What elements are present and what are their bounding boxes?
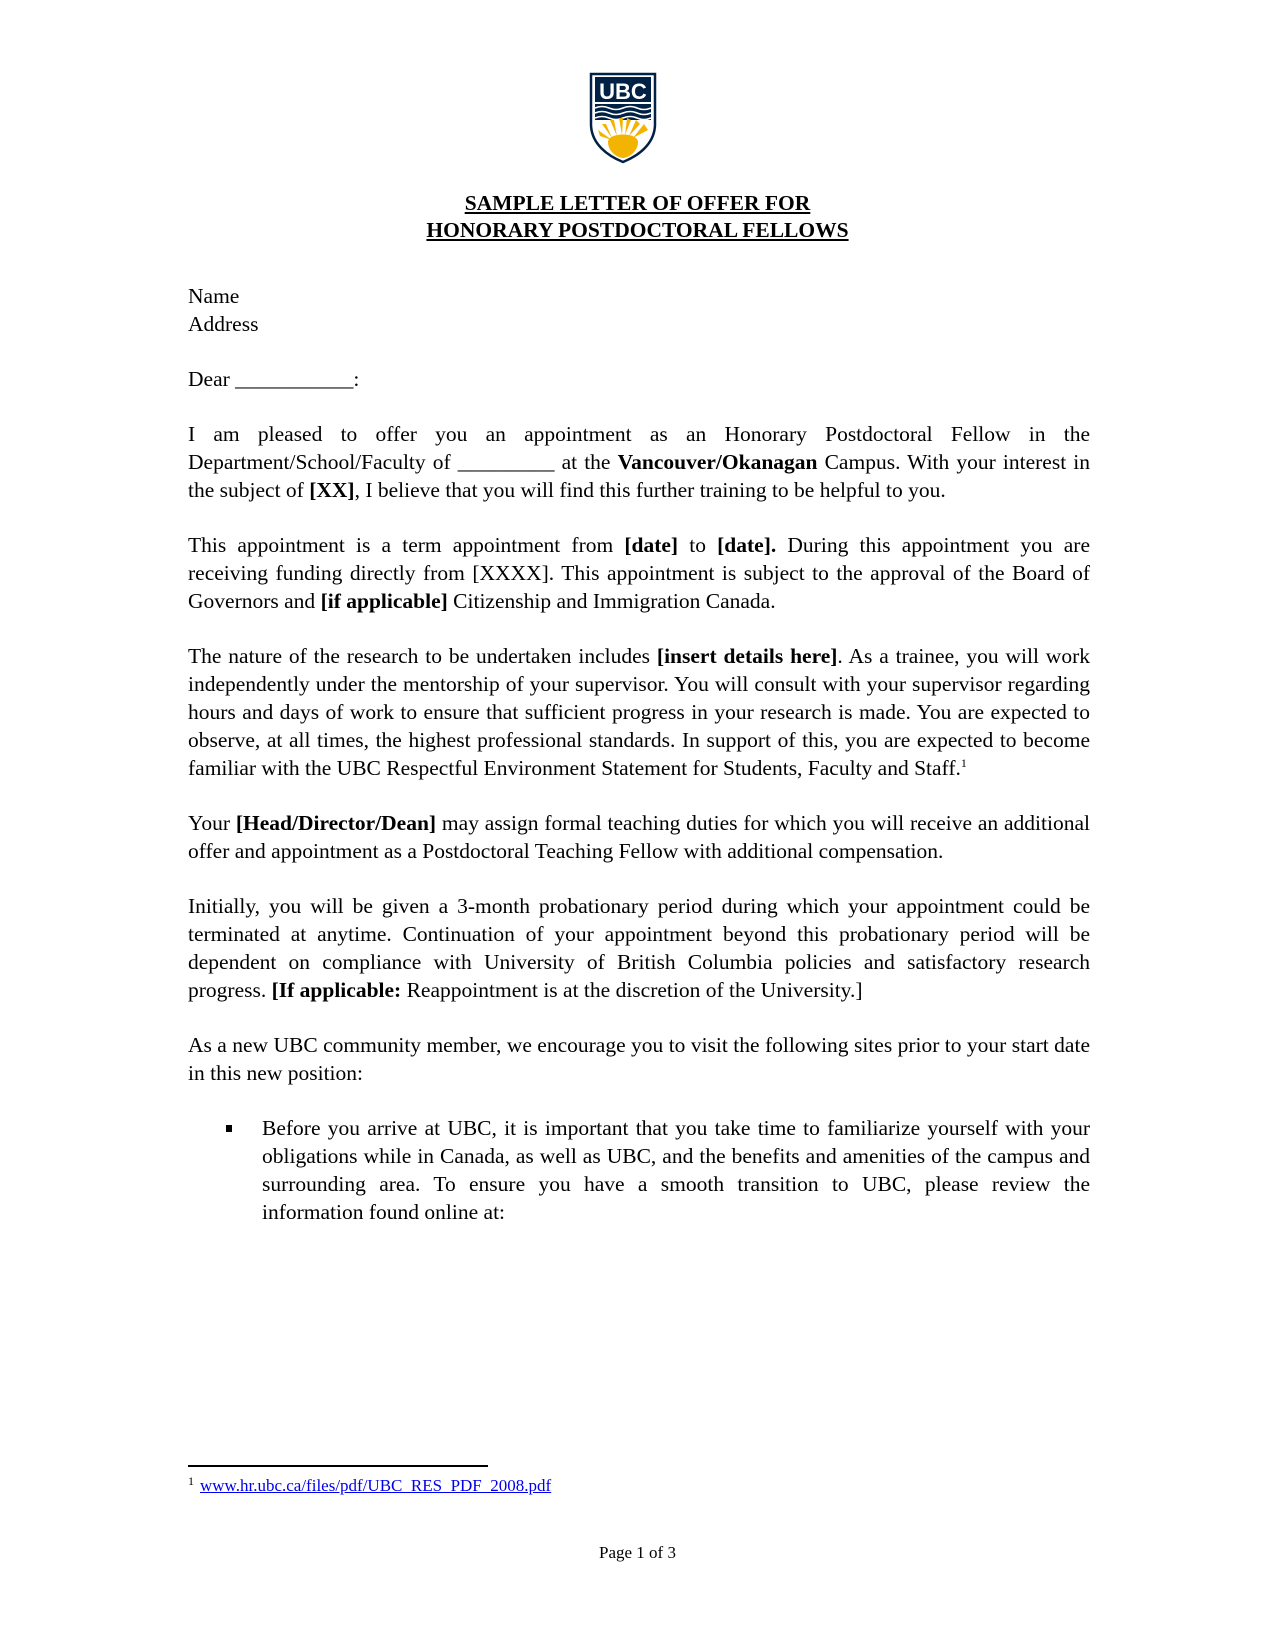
details-placeholder: [insert details here] bbox=[656, 644, 838, 668]
list-item bbox=[188, 1114, 1090, 1226]
text: . As a trainee, you will work independently under the mentorship of your supervisor. You will consult with your supervisor regarding hours and days of work to ensure that sufficient progress in your research is made. You are expected to observe, at all times, the highest professional standards. In support of this, you are expected to become familiar with the UBC Respectful Environment Statement for Students, Faculty and Staff. bbox=[188, 644, 1090, 780]
text: The nature of the research to be undertaken includes bbox=[188, 644, 657, 668]
footnote-ref[interactable]: 1 bbox=[960, 756, 967, 770]
footnote bbox=[188, 1474, 551, 1496]
text: Your bbox=[188, 811, 236, 835]
text: During this appointment you are receiving funding directly from [XXXX]. This appointment is subject to the approval of the Board of Governors and bbox=[188, 533, 1090, 613]
text: , I believe that you will find this further training to be helpful to you. bbox=[354, 478, 946, 502]
letter-body bbox=[188, 282, 1090, 1226]
recipient-name: Name bbox=[188, 284, 240, 308]
text: Campus. With your interest in the subject of bbox=[188, 450, 1090, 502]
recipient-address: Address bbox=[188, 312, 259, 336]
text: Reappointment is at the discretion of the University.] bbox=[401, 978, 863, 1002]
paragraph-community: As a new UBC community member, we encourage you to visit the following sites prior to your start date in this new position: bbox=[188, 1033, 1090, 1085]
campus-placeholder: Vancouver/Okanagan bbox=[617, 450, 818, 474]
end-date-placeholder: [date]. bbox=[717, 533, 777, 557]
svg-text:UBC: UBC bbox=[599, 79, 647, 104]
title-line-2: HONORARY POSTDOCTORAL FELLOWS bbox=[426, 218, 849, 242]
document-title bbox=[0, 190, 1275, 244]
footnote-link[interactable]: www.hr.ubc.ca/files/pdf/UBC_RES_PDF_2008.pdf bbox=[200, 1476, 552, 1495]
head-placeholder: [Head/Director/Dean] bbox=[235, 811, 437, 835]
paragraph-probation bbox=[188, 892, 1090, 1004]
start-date-placeholder: [date] bbox=[624, 533, 679, 557]
if-applicable-placeholder: [if applicable] bbox=[320, 589, 448, 613]
text: to bbox=[678, 533, 718, 557]
page-number: Page 1 of 3 bbox=[599, 1543, 676, 1562]
text: may assign formal teaching duties for which you will receive an additional offer and appointment as a Postdoctoral Teaching Fellow with additional compensation. bbox=[188, 811, 1090, 863]
square-bullet-icon bbox=[226, 1125, 232, 1132]
text: I am pleased to offer you an appointment as an Honorary Postdoctoral Fellow in the Department/School/Faculty of _________ at the bbox=[188, 422, 1090, 474]
paragraph-term bbox=[188, 531, 1090, 615]
salutation: Dear ___________: bbox=[188, 367, 360, 391]
text: Citizenship and Immigration Canada. bbox=[447, 589, 776, 613]
title-line-1: SAMPLE LETTER OF OFFER FOR bbox=[464, 191, 811, 215]
paragraph-teaching bbox=[188, 809, 1090, 865]
if-applicable-label: [If applicable: bbox=[271, 978, 402, 1002]
paragraph-research bbox=[188, 642, 1090, 782]
text: This appointment is a term appointment from bbox=[188, 533, 625, 557]
subject-placeholder: [XX] bbox=[309, 478, 355, 502]
text: Initially, you will be given a 3-month probationary period during which your appointment could be terminated at anytime. Continuation of your appointment beyond this probationary period will be dependent on compliance with University of British Columbia policies and satisfactory research progress. bbox=[188, 894, 1090, 1002]
footnote-divider bbox=[188, 1465, 488, 1467]
ubc-logo bbox=[588, 72, 658, 164]
sites-list bbox=[188, 1114, 1090, 1226]
recipient-block bbox=[188, 282, 1090, 338]
list-item-text: Before you arrive at UBC, it is important that you take time to familiarize yourself with your obligations while in Canada, as well as UBC, and the benefits and amenities of the campus and surrounding area. To ensure you have a smooth transition to UBC, please review the information found online at: bbox=[262, 1116, 1090, 1224]
ubc-crest-icon bbox=[588, 72, 658, 164]
paragraph-offer bbox=[188, 420, 1090, 504]
footnote-number: 1 bbox=[188, 1474, 194, 1488]
